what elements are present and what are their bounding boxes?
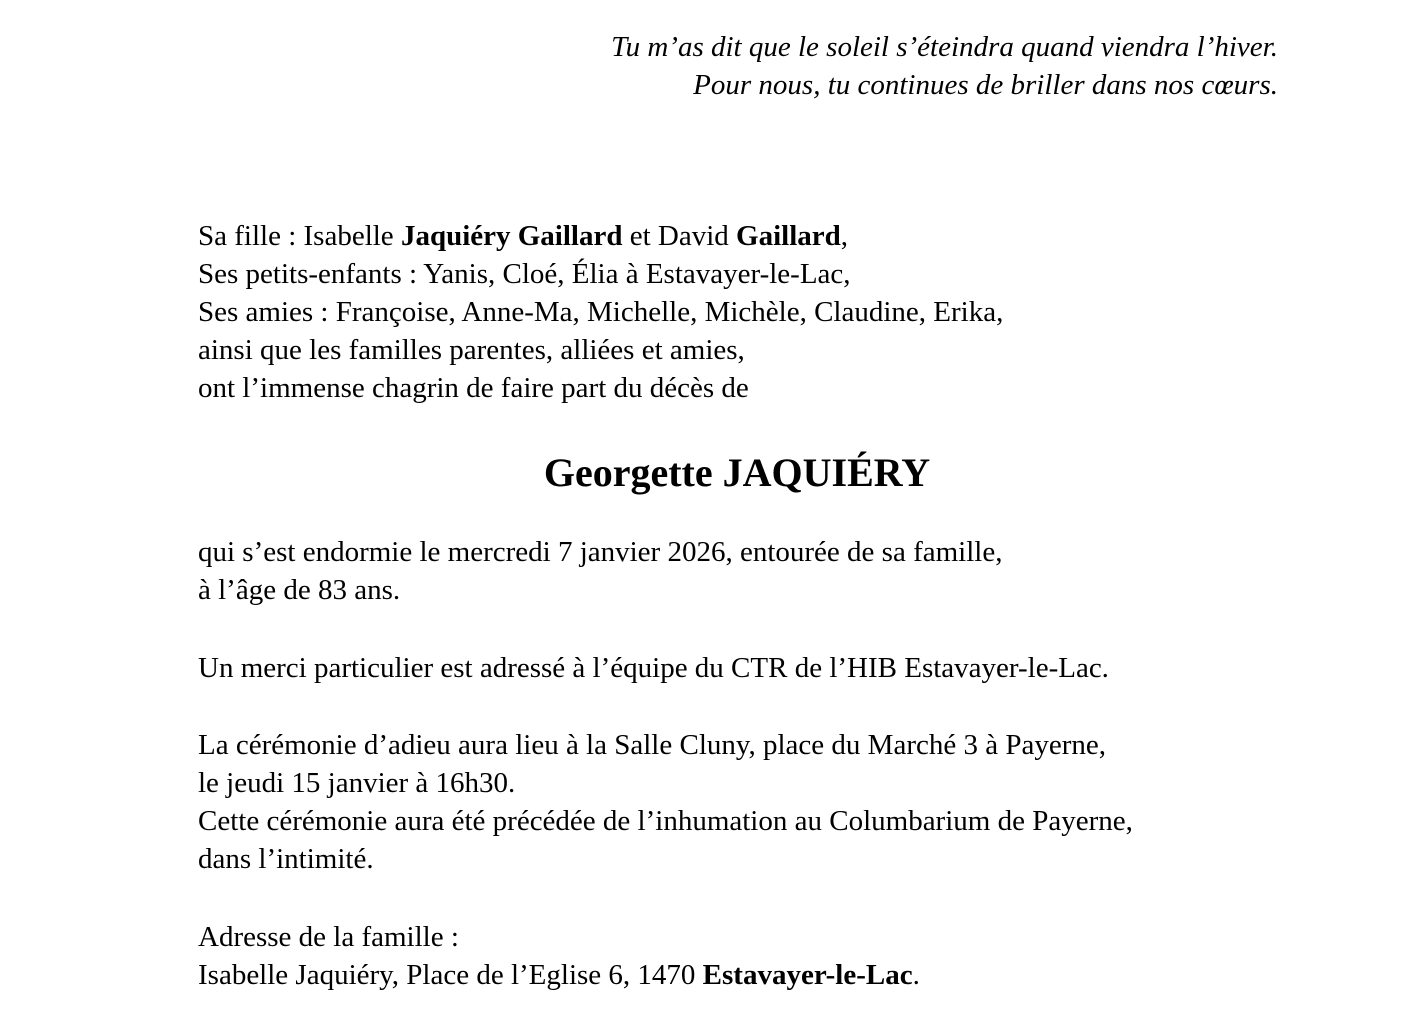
daughter-suffix: , [840,220,849,252]
ceremony-line-1: La cérémonie d’adieu aura lieu à la Salle Cluny, place du Marché 3 à Payerne, [198,729,1106,761]
daughter-and: et David [622,220,737,252]
epigraph-line-1: Tu m’as dit que le soleil s’éteindra quand viendra l’hiver. [611,31,1278,63]
address-city: Estavayer-le-Lac [702,959,913,991]
address-suffix: . [912,959,920,991]
announcement-line: ont l’immense chagrin de faire part du décès de [198,372,749,404]
ceremony-line-2: le jeudi 15 janvier à 16h30. [198,767,516,799]
friends-line: Ses amies : Françoise, Anne-Ma, Michelle, Michèle, Claudine, Erika, [198,296,1004,328]
ceremony-line-3: Cette cérémonie aura été précédée de l’inhumation au Columbarium de Payerne, [198,805,1133,837]
epigraph-line-2: Pour nous, tu continues de briller dans nos cœurs. [693,69,1278,101]
address-prefix: Isabelle Jaquiéry, Place de l’Eglise 6, 1470 [198,959,703,991]
ceremony-section [198,726,1133,878]
family-section [198,217,1003,407]
spouse-name: Gaillard [736,220,841,252]
thanks-section [198,649,1109,687]
daughter-line [198,217,1003,255]
address-line [198,956,920,994]
epigraph [611,28,1278,104]
passing-line-2: à l’âge de 83 ans. [198,574,401,606]
relatives-line: ainsi que les familles parentes, alliées et amies, [198,334,745,366]
grandchildren-line: Ses petits-enfants : Yanis, Cloé, Élia à Estavayer-le-Lac, [198,258,851,290]
daughter-name: Jaquiéry Gaillard [400,220,623,252]
daughter-prefix: Sa fille : Isabelle [198,220,401,252]
passing-section [198,533,1002,609]
address-section [198,918,920,994]
ceremony-line-4: dans l’intimité. [198,843,374,875]
thanks-line: Un merci particulier est adressé à l’équipe du CTR de l’HIB Estavayer-le-Lac. [198,652,1109,684]
deceased-name: Georgette JAQUIÉRY [543,450,931,495]
address-heading: Adresse de la famille : [198,921,459,953]
passing-line-1: qui s’est endormie le mercredi 7 janvier 2026, entourée de sa famille, [198,536,1003,568]
